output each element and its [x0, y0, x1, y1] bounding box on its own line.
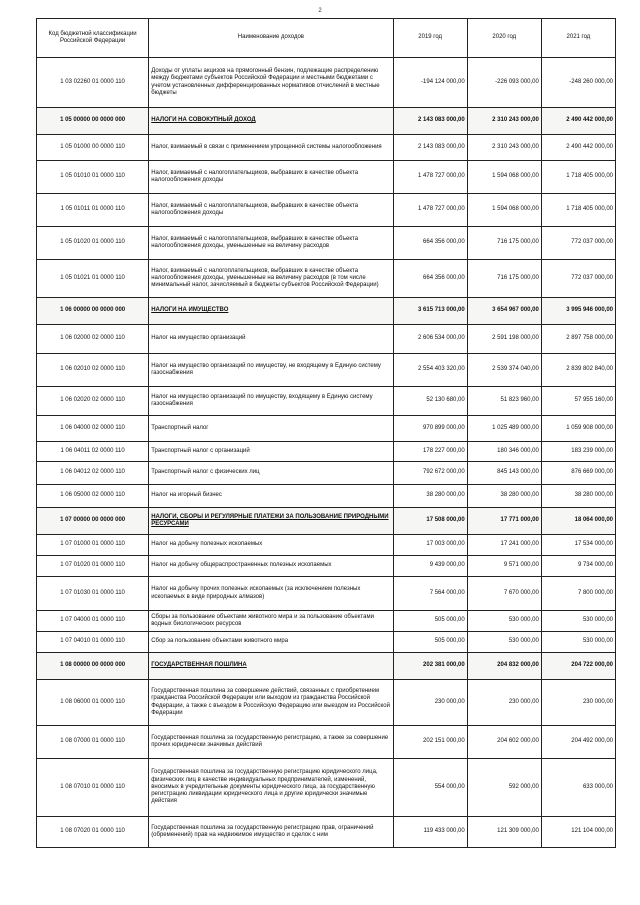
table-row: [37, 227, 616, 260]
amount-2020-cell: 2 539 374 040,00: [467, 354, 541, 387]
amount-2021-cell: 183 239 000,00: [541, 442, 615, 462]
amount-2020-cell: 530 000,00: [467, 611, 541, 632]
table-row: [37, 135, 616, 161]
budget-code-cell: 1 07 01000 01 0000 110: [37, 535, 149, 556]
amount-2020-cell: -226 093 000,00: [467, 58, 541, 108]
amount-2020-cell: 38 280 000,00: [467, 485, 541, 508]
table-row: [37, 387, 616, 416]
amount-2021-cell: 2 897 758 000,00: [541, 325, 615, 354]
amount-2020-cell: 2 310 243 000,00: [467, 108, 541, 135]
amount-2021-cell: 2 490 442 000,00: [541, 135, 615, 161]
revenue-name-cell: Налог, взимаемый с налогоплательщиков, выбравших в качестве объекта налогообложения доходы, уменьшенные на величину расходов: [149, 227, 393, 260]
revenue-name-cell: Налог, взимаемый с налогоплательщиков, выбравших в качестве объекта налогообложения доходы: [149, 194, 393, 227]
budget-code-cell: 1 08 00000 00 0000 000: [37, 653, 149, 680]
amount-2019-cell: 505 000,00: [393, 611, 467, 632]
table-group-row: [37, 653, 616, 680]
revenue-name-cell: Транспортный налог с физических лиц: [149, 462, 393, 485]
revenue-name-cell: Сборы за пользование объектами животного мира и за пользование объектами водных биологических ресурсов: [149, 611, 393, 632]
budget-code-cell: 1 07 00000 00 0000 000: [37, 508, 149, 535]
amount-2021-cell: 204 492 000,00: [541, 726, 615, 759]
amount-2021-cell: 2 839 802 840,00: [541, 354, 615, 387]
revenue-name-cell: Налог на имущество организаций по имуществу, входящему в Единую систему газоснабжения: [149, 387, 393, 416]
header-2019: 2019 год: [393, 19, 467, 58]
amount-2019-cell: 554 000,00: [393, 759, 467, 817]
amount-2019-cell: 119 433 000,00: [393, 817, 467, 848]
table-row: [37, 325, 616, 354]
amount-2021-cell: 18 064 000,00: [541, 508, 615, 535]
budget-code-cell: 1 06 00000 00 0000 000: [37, 298, 149, 325]
amount-2019-cell: 202 381 000,00: [393, 653, 467, 680]
amount-2019-cell: 3 615 713 000,00: [393, 298, 467, 325]
budget-code-cell: 1 08 06000 01 0000 110: [37, 680, 149, 726]
header-code: Код бюджетной классификации Российской Федерации: [37, 19, 149, 58]
revenue-table: [36, 18, 616, 848]
revenue-name-cell: Транспортный налог с организаций: [149, 442, 393, 462]
amount-2021-cell: 121 104 000,00: [541, 817, 615, 848]
amount-2021-cell: 204 722 000,00: [541, 653, 615, 680]
budget-code-cell: 1 08 07000 01 0000 110: [37, 726, 149, 759]
amount-2021-cell: 772 037 000,00: [541, 260, 615, 298]
amount-2019-cell: -194 124 000,00: [393, 58, 467, 108]
revenue-name-cell: Налог, взимаемый с налогоплательщиков, выбравших в качестве объекта налогообложения доходы: [149, 161, 393, 194]
amount-2019-cell: 178 227 000,00: [393, 442, 467, 462]
amount-2020-cell: 121 309 000,00: [467, 817, 541, 848]
revenue-name-cell: Налог, взимаемый в связи с применением упрощенной системы налогообложения: [149, 135, 393, 161]
table-row: [37, 416, 616, 442]
amount-2020-cell: 230 000,00: [467, 680, 541, 726]
budget-code-cell: 1 05 00000 00 0000 000: [37, 108, 149, 135]
amount-2019-cell: 664 356 000,00: [393, 260, 467, 298]
budget-code-cell: 1 08 07010 01 0000 110: [37, 759, 149, 817]
amount-2020-cell: 2 310 243 000,00: [467, 135, 541, 161]
table-row: [37, 577, 616, 611]
budget-code-cell: 1 06 02020 02 0000 110: [37, 387, 149, 416]
budget-code-cell: 1 07 01030 01 0000 110: [37, 577, 149, 611]
table-row: [37, 260, 616, 298]
amount-2021-cell: 17 534 000,00: [541, 535, 615, 556]
amount-2020-cell: 1 025 489 000,00: [467, 416, 541, 442]
amount-2019-cell: 17 508 000,00: [393, 508, 467, 535]
amount-2019-cell: 2 606 534 000,00: [393, 325, 467, 354]
budget-code-cell: 1 05 01000 00 0000 110: [37, 135, 149, 161]
amount-2021-cell: 9 734 000,00: [541, 556, 615, 577]
amount-2020-cell: 3 654 967 000,00: [467, 298, 541, 325]
amount-2021-cell: 7 800 000,00: [541, 577, 615, 611]
amount-2021-cell: 38 280 000,00: [541, 485, 615, 508]
amount-2021-cell: 3 995 946 000,00: [541, 298, 615, 325]
table-body: [37, 58, 616, 848]
amount-2019-cell: 970 899 000,00: [393, 416, 467, 442]
revenue-name-cell: Налог на добычу прочих полезных ископаемых (за исключением полезных ископаемых в виде природных алмазов): [149, 577, 393, 611]
table-row: [37, 442, 616, 462]
amount-2020-cell: 2 591 198 000,00: [467, 325, 541, 354]
table-row: [37, 726, 616, 759]
table-row: [37, 632, 616, 653]
revenue-name-cell: Налог на добычу полезных ископаемых: [149, 535, 393, 556]
amount-2019-cell: 792 672 000,00: [393, 462, 467, 485]
budget-code-cell: 1 06 04011 02 0000 110: [37, 442, 149, 462]
header-name: Наименование доходов: [149, 19, 393, 58]
amount-2020-cell: 17 241 000,00: [467, 535, 541, 556]
table-row: [37, 611, 616, 632]
amount-2020-cell: 716 175 000,00: [467, 260, 541, 298]
budget-code-cell: 1 06 02000 02 0000 110: [37, 325, 149, 354]
amount-2021-cell: 772 037 000,00: [541, 227, 615, 260]
amount-2020-cell: 530 000,00: [467, 632, 541, 653]
revenue-name-cell: Государственная пошлина за государственную регистрацию прав, ограничений (обременений) прав на недвижимое имущество и сделок с ним: [149, 817, 393, 848]
table-row: [37, 535, 616, 556]
amount-2020-cell: 51 823 960,00: [467, 387, 541, 416]
table-row: [37, 462, 616, 485]
amount-2021-cell: 530 000,00: [541, 632, 615, 653]
budget-code-cell: 1 06 05000 02 0000 110: [37, 485, 149, 508]
revenue-name-cell: НАЛОГИ НА СОВОКУПНЫЙ ДОХОД: [149, 108, 393, 135]
amount-2020-cell: 9 571 000,00: [467, 556, 541, 577]
budget-code-cell: 1 06 02010 02 0000 110: [37, 354, 149, 387]
budget-code-cell: 1 07 04010 01 0000 110: [37, 632, 149, 653]
amount-2019-cell: 9 439 000,00: [393, 556, 467, 577]
header-2020: 2020 год: [467, 19, 541, 58]
budget-code-cell: 1 07 04000 01 0000 110: [37, 611, 149, 632]
amount-2020-cell: 7 670 000,00: [467, 577, 541, 611]
amount-2019-cell: 38 280 000,00: [393, 485, 467, 508]
revenue-name-cell: Налог на имущество организаций: [149, 325, 393, 354]
table-row: [37, 556, 616, 577]
amount-2021-cell: 1 718 405 000,00: [541, 161, 615, 194]
amount-2020-cell: 204 832 000,00: [467, 653, 541, 680]
amount-2021-cell: 633 000,00: [541, 759, 615, 817]
revenue-name-cell: Сбор за пользование объектами животного мира: [149, 632, 393, 653]
amount-2019-cell: 1 478 727 000,00: [393, 161, 467, 194]
table-row: [37, 161, 616, 194]
amount-2019-cell: 2 554 403 320,00: [393, 354, 467, 387]
amount-2021-cell: 230 000,00: [541, 680, 615, 726]
amount-2020-cell: 1 594 068 000,00: [467, 161, 541, 194]
amount-2019-cell: 202 151 000,00: [393, 726, 467, 759]
amount-2019-cell: 52 130 680,00: [393, 387, 467, 416]
amount-2021-cell: 530 000,00: [541, 611, 615, 632]
amount-2020-cell: 204 602 000,00: [467, 726, 541, 759]
revenue-name-cell: Государственная пошлина за государственную регистрацию, а также за совершение прочих юридически значимых действий: [149, 726, 393, 759]
table-row: [37, 817, 616, 848]
amount-2020-cell: 592 000,00: [467, 759, 541, 817]
amount-2019-cell: 17 003 000,00: [393, 535, 467, 556]
amount-2019-cell: 1 478 727 000,00: [393, 194, 467, 227]
budget-code-cell: 1 08 07020 01 0000 110: [37, 817, 149, 848]
amount-2021-cell: 1 059 908 000,00: [541, 416, 615, 442]
revenue-name-cell: Налог на игорный бизнес: [149, 485, 393, 508]
table-group-row: [37, 508, 616, 535]
table-row: [37, 194, 616, 227]
table-header-row: [37, 19, 616, 58]
table-row: [37, 485, 616, 508]
amount-2019-cell: 230 000,00: [393, 680, 467, 726]
revenue-name-cell: ГОСУДАРСТВЕННАЯ ПОШЛИНА: [149, 653, 393, 680]
revenue-name-cell: Налог, взимаемый с налогоплательщиков, выбравших в качестве объекта налогообложения доходы, уменьшенные на величину расходов (в том числе минимальный налог, зачисляемый в бюджеты субъектов Российской Федерации): [149, 260, 393, 298]
budget-code-cell: 1 05 01011 01 0000 110: [37, 194, 149, 227]
amount-2019-cell: 505 000,00: [393, 632, 467, 653]
revenue-name-cell: Доходы от уплаты акцизов на прямогонный бензин, подлежащие распределению между бюджетами субъектов Российской Федерации и местными бюджетами с учетом установленных дифференцированных нормативов отчислений в местные бюджеты: [149, 58, 393, 108]
table-row: [37, 759, 616, 817]
revenue-name-cell: Транспортный налог: [149, 416, 393, 442]
header-2021: 2021 год: [541, 19, 615, 58]
amount-2021-cell: 2 490 442 000,00: [541, 108, 615, 135]
amount-2020-cell: 180 346 000,00: [467, 442, 541, 462]
amount-2020-cell: 1 594 068 000,00: [467, 194, 541, 227]
budget-code-cell: 1 06 04012 02 0000 110: [37, 462, 149, 485]
amount-2019-cell: 2 143 083 000,00: [393, 108, 467, 135]
budget-code-cell: 1 03 02260 01 0000 110: [37, 58, 149, 108]
amount-2021-cell: -248 260 000,00: [541, 58, 615, 108]
amount-2021-cell: 1 718 405 000,00: [541, 194, 615, 227]
budget-code-cell: 1 05 01020 01 0000 110: [37, 227, 149, 260]
table-row: [37, 680, 616, 726]
revenue-name-cell: Налог на добычу общераспространенных полезных ископаемых: [149, 556, 393, 577]
amount-2021-cell: 876 669 000,00: [541, 462, 615, 485]
budget-code-cell: 1 05 01021 01 0000 110: [37, 260, 149, 298]
budget-code-cell: 1 05 01010 01 0000 110: [37, 161, 149, 194]
budget-code-cell: 1 06 04000 02 0000 110: [37, 416, 149, 442]
revenue-name-cell: Государственная пошлина за совершение действий, связанных с приобретением гражданства Российской Федерации или выходом из гражданства Российской Федерации, а также с въездом в Российскую Федерацию или выездом из Российской Федерации: [149, 680, 393, 726]
amount-2019-cell: 2 143 083 000,00: [393, 135, 467, 161]
amount-2020-cell: 716 175 000,00: [467, 227, 541, 260]
revenue-name-cell: Налог на имущество организаций по имуществу, не входящему в Единую систему газоснабжения: [149, 354, 393, 387]
amount-2021-cell: 57 955 160,00: [541, 387, 615, 416]
table-group-row: [37, 298, 616, 325]
budget-code-cell: 1 07 01020 01 0000 110: [37, 556, 149, 577]
revenue-name-cell: НАЛОГИ НА ИМУЩЕСТВО: [149, 298, 393, 325]
table-group-row: [37, 108, 616, 135]
amount-2019-cell: 664 356 000,00: [393, 227, 467, 260]
table-row: [37, 354, 616, 387]
amount-2020-cell: 17 771 000,00: [467, 508, 541, 535]
page-number: 2: [318, 8, 322, 14]
amount-2020-cell: 845 143 000,00: [467, 462, 541, 485]
revenue-name-cell: НАЛОГИ, СБОРЫ И РЕГУЛЯРНЫЕ ПЛАТЕЖИ ЗА ПОЛЬЗОВАНИЕ ПРИРОДНЫМИ РЕСУРСАМИ: [149, 508, 393, 535]
revenue-name-cell: Государственная пошлина за государственную регистрацию юридического лица, физических лиц в качестве индивидуальных предпринимателей, изменений, вносимых в учредительные документы юридического лица, за государственную регистрацию ликвидации юридического лица и другие юридически значимые действия: [149, 759, 393, 817]
amount-2019-cell: 7 564 000,00: [393, 577, 467, 611]
table-row: [37, 58, 616, 108]
